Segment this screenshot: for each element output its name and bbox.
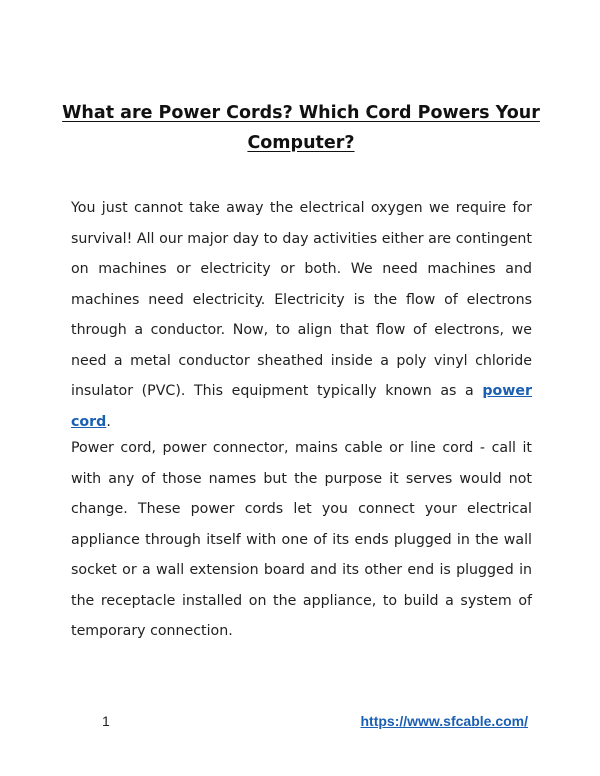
paragraph-intro-end: . — [106, 413, 111, 430]
paragraph-power-cord: Power cord, power connector, mains cable or line cord - call it with any of those names but the purpose it serves would not change. These power cords let you connect your electrical appliance through itself with one of its ends plugged in the wall socket or a wall extension board and its other end is plugged in the receptacle installed on the appliance, to build a system of temporary connection. — [71, 440, 532, 639]
page-title: What are Power Cords? Which Cord Powers Your Computer? — [62, 103, 540, 153]
page-number: 1 — [102, 713, 110, 729]
paragraph-intro — [71, 193, 532, 437]
paragraph-intro-text: You just cannot take away the electrical oxygen we require for survival! All our major day to day activities either are contingent on machines or electricity or both. We need machines and machines need electricity. Electricity is the flow of electrons through a conductor. Now, to align that flow of electrons, we need a metal conductor sheathed inside a poly vinyl chloride insulator (PVC). This equipment typically known as a — [71, 200, 532, 399]
power-cord-link[interactable]: power cord — [71, 383, 532, 430]
footer-website-link[interactable]: https://www.sfcable.com/ — [360, 713, 528, 729]
